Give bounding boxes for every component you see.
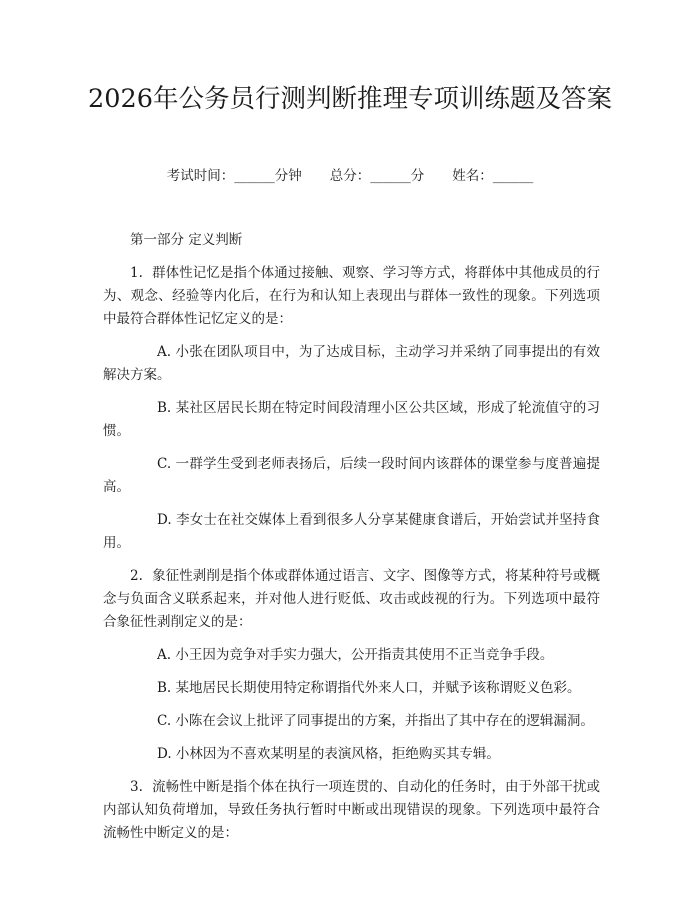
- question-3-number: 3.: [130, 779, 143, 795]
- question-1-number: 1.: [130, 265, 143, 281]
- question-1-option-b: B. 某社区居民长期在特定时间段清理小区公共区域，形成了轮流值守的习惯。: [103, 400, 600, 439]
- exam-meta: [0, 166, 700, 186]
- question-2-option-a: A. 小王因为竞争对手实力强大，公开指责其使用不正当竞争手段。: [157, 647, 554, 663]
- total-score-field: 总分：______分: [329, 168, 425, 184]
- question-1-option-d: D. 李女士在社交媒体上看到很多人分享某健康食谱后，开始尝试并坚持食用。: [103, 512, 600, 551]
- question-2-option-c: C. 小陈在会议上批评了同事提出的方案，并指出了其中存在的逻辑漏洞。: [157, 713, 594, 729]
- question-2-stem: [103, 565, 600, 634]
- section-title: 第一部分 定义判断: [130, 232, 243, 248]
- question-2-number: 2.: [130, 568, 143, 584]
- question-2-option-b: B. 某地居民长期使用特定称谓指代外来人口，并赋予该称谓贬义色彩。: [157, 680, 581, 696]
- document-body: [103, 229, 600, 855]
- question-1-option-c: C. 一群学生受到老师表扬后，后续一段时间内该群体的课堂参与度普遍提高。: [103, 456, 600, 495]
- question-1-text: 群体性记忆是指个体通过接触、观察、学习等方式，将群体中其他成员的行为、观念、经验等内化后，在行为和认知上表现出与群体一致性的现象。下列选项中最符合群体性记忆定义的是：: [103, 265, 600, 327]
- question-2-text: 象征性剥削是指个体或群体通过语言、文字、图像等方式，将某种符号或概念与负面含义联系起来，并对他人进行贬低、攻击或歧视的行为。下列选项中最符合象征性剥削定义的是：: [103, 568, 600, 630]
- question-1-stem: [103, 262, 600, 331]
- exam-time-field: 考试时间：______分钟: [166, 168, 302, 184]
- question-1-option-a: A. 小张在团队项目中，为了达成目标，主动学习并采纳了同事提出的有效解决方案。: [103, 344, 600, 383]
- question-3-stem: [103, 776, 600, 845]
- document-title: 2026年公务员行测判断推理专项训练题及答案: [88, 84, 612, 114]
- name-field: 姓名：______: [452, 168, 534, 184]
- question-2-option-d: D. 小林因为不喜欢某明星的表演风格，拒绝购买其专辑。: [157, 746, 500, 762]
- question-3-text: 流畅性中断是指个体在执行一项连贯的、自动化的任务时，由于外部干扰或内部认知负荷增加，导致任务执行暂时中断或出现错误的现象。下列选项中最符合流畅性中断定义的是：: [103, 779, 600, 841]
